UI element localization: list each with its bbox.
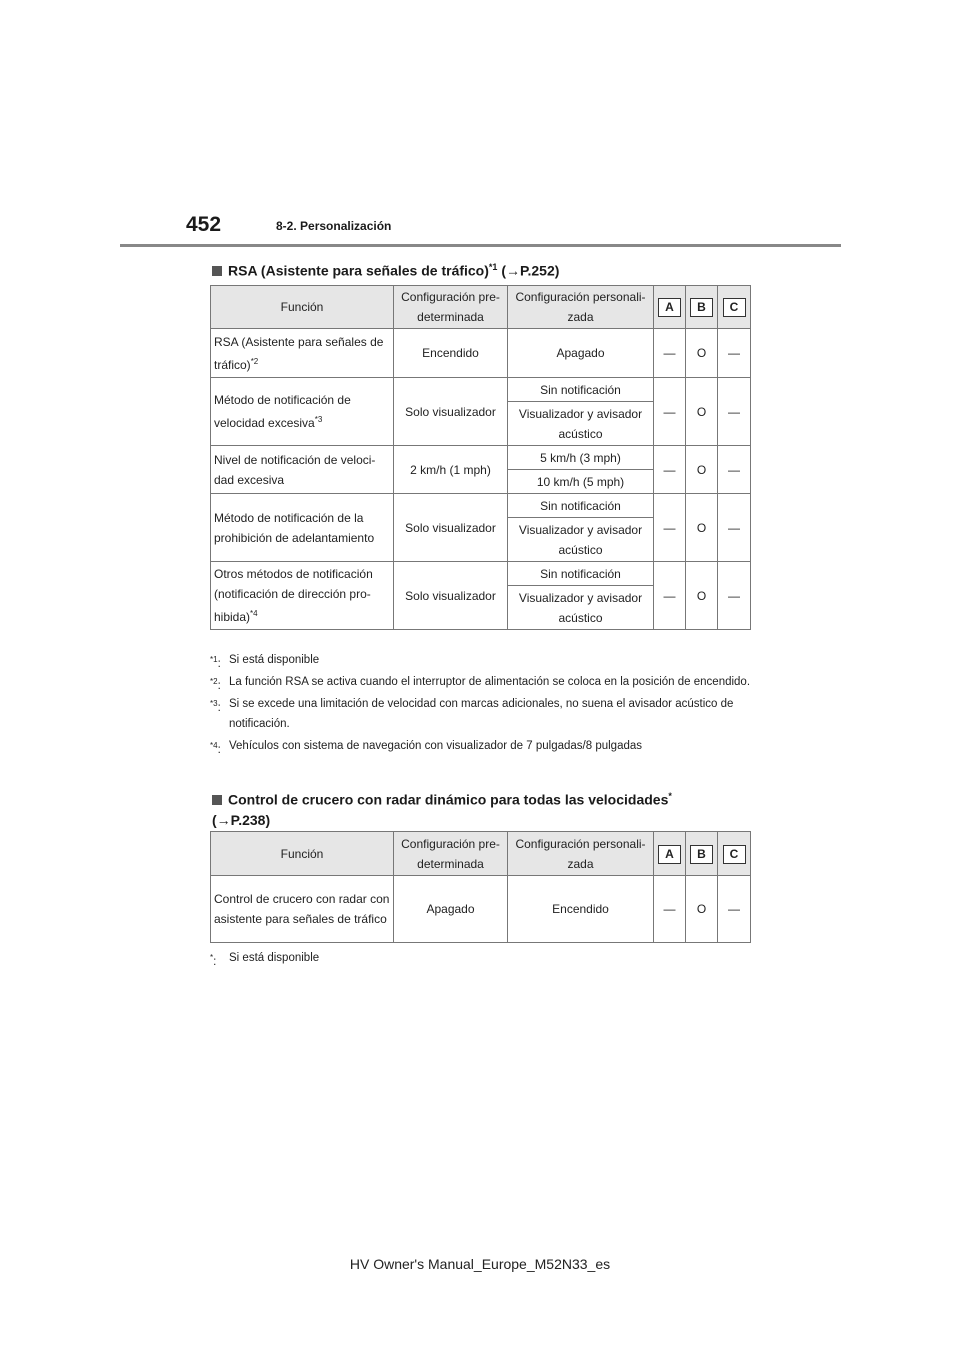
footnotes-section1	[210, 650, 770, 758]
function-cell: Nivel de notificación de veloci-dad excesiva	[211, 446, 394, 494]
badge-b: B	[690, 845, 713, 864]
custom-cell: 5 km/h (3 mph)	[508, 446, 654, 470]
badge-c: C	[723, 845, 746, 864]
table-row	[211, 494, 751, 518]
function-cell: Método de notificación de la prohibición de adelantamiento	[211, 494, 394, 562]
table-row	[211, 446, 751, 470]
header-b	[686, 286, 718, 329]
manual-footer: HV Owner's Manual_Europe_M52N33_es	[349, 1256, 611, 1272]
col-c-cell: —	[718, 446, 751, 494]
footnote: $^{*2}$: La función RSA se activa cuando el interruptor de alimentación se coloca en la posición de encendido.	[210, 676, 751, 692]
header-c	[718, 286, 751, 329]
col-b-cell: O	[686, 876, 718, 943]
header-custom: Configuración personali-zada	[508, 286, 654, 329]
square-bullet-icon	[212, 266, 222, 276]
col-c-cell: —	[718, 494, 751, 562]
default-cell: Apagado	[394, 876, 508, 943]
acc-settings-table	[210, 831, 751, 943]
custom-cell: Sin notificación	[508, 494, 654, 518]
custom-cell: Encendido	[508, 876, 654, 943]
header-a	[654, 286, 686, 329]
section-acc-title	[212, 786, 732, 830]
square-bullet-icon	[212, 795, 222, 805]
function-cell: Control de crucero con radar con asistente para señales de tráfico	[211, 876, 394, 943]
function-cell: Otros métodos de notificación (notificación de dirección pro-hibida)$^{*4}$	[211, 562, 394, 630]
table-header-row	[211, 286, 751, 329]
col-b-cell: O	[686, 378, 718, 446]
col-a-cell: —	[654, 562, 686, 630]
section-title-text: RSA (Asistente para señales de tráfico)	[228, 262, 489, 279]
function-cell: Método de notificación de velocidad excesiva$^{*3}$	[211, 378, 394, 446]
footnote: $^{*4}$: Vehículos con sistema de navegación con visualizador de 7 pulgadas/8 pulgadas	[210, 740, 643, 756]
table-row	[211, 876, 751, 943]
col-c-cell: —	[718, 876, 751, 943]
default-cell: 2 km/h (1 mph)	[394, 446, 508, 494]
default-cell: Solo visualizador	[394, 562, 508, 630]
footnote: $^{*3}$: Si se excede una limitación de velocidad con marcas adicionales, no suena el avisador acústico de notificación.	[210, 698, 734, 730]
default-cell: Solo visualizador	[394, 378, 508, 446]
header-a	[654, 832, 686, 876]
default-cell: Solo visualizador	[394, 494, 508, 562]
header-b	[686, 832, 718, 876]
table-header-row	[211, 832, 751, 876]
custom-cell: Visualizador y avisador acústico	[508, 402, 654, 446]
col-b-cell: O	[686, 329, 718, 378]
custom-cell: Sin notificación	[508, 562, 654, 586]
table-row	[211, 378, 751, 402]
header-default: Configuración pre-determinada	[394, 286, 508, 329]
page-reference: (→P.252)	[501, 262, 560, 279]
footnote-mark: *	[668, 791, 672, 801]
table-row	[211, 329, 751, 378]
table-row	[211, 562, 751, 586]
badge-c: C	[723, 298, 746, 317]
header-default: Configuración pre-determinada	[394, 832, 508, 876]
custom-cell: 10 km/h (5 mph)	[508, 470, 654, 494]
col-c-cell: —	[718, 378, 751, 446]
header-custom: Configuración personali-zada	[508, 832, 654, 876]
footnotes-section2	[210, 948, 770, 970]
section-title-text: Control de crucero con radar dinámico para todas las velocidades	[228, 791, 669, 808]
badge-a: A	[658, 845, 681, 864]
col-c-cell: —	[718, 562, 751, 630]
col-b-cell: O	[686, 562, 718, 630]
custom-cell: Visualizador y avisador acústico	[508, 518, 654, 562]
default-cell: Encendido	[394, 329, 508, 378]
col-a-cell: —	[654, 378, 686, 446]
chapter-title: 8-2. Personalización	[276, 219, 392, 233]
col-a-cell: —	[654, 876, 686, 943]
footnote-mark: *1	[488, 262, 498, 272]
header-divider	[120, 244, 841, 247]
rsa-settings-table	[210, 285, 751, 630]
col-b-cell: O	[686, 446, 718, 494]
page-number: 452	[186, 213, 222, 236]
col-a-cell: —	[654, 329, 686, 378]
custom-cell: Sin notificación	[508, 378, 654, 402]
badge-a: A	[658, 298, 681, 317]
header-function: Función	[211, 286, 394, 329]
badge-b: B	[690, 298, 713, 317]
page-reference: (→P.238)	[212, 811, 271, 828]
footnote: *: Si está disponible	[210, 952, 320, 968]
section-rsa-title	[212, 257, 559, 281]
header-function: Función	[211, 832, 394, 876]
custom-cell: Apagado	[508, 329, 654, 378]
col-a-cell: —	[654, 494, 686, 562]
col-a-cell: —	[654, 446, 686, 494]
col-c-cell: —	[718, 329, 751, 378]
header-c	[718, 832, 751, 876]
function-cell: RSA (Asistente para señales de tráfico)$^{*2}$	[211, 329, 394, 378]
col-b-cell: O	[686, 494, 718, 562]
custom-cell: Visualizador y avisador acústico	[508, 586, 654, 630]
footnote: $^{*1}$: Si está disponible	[210, 654, 320, 670]
